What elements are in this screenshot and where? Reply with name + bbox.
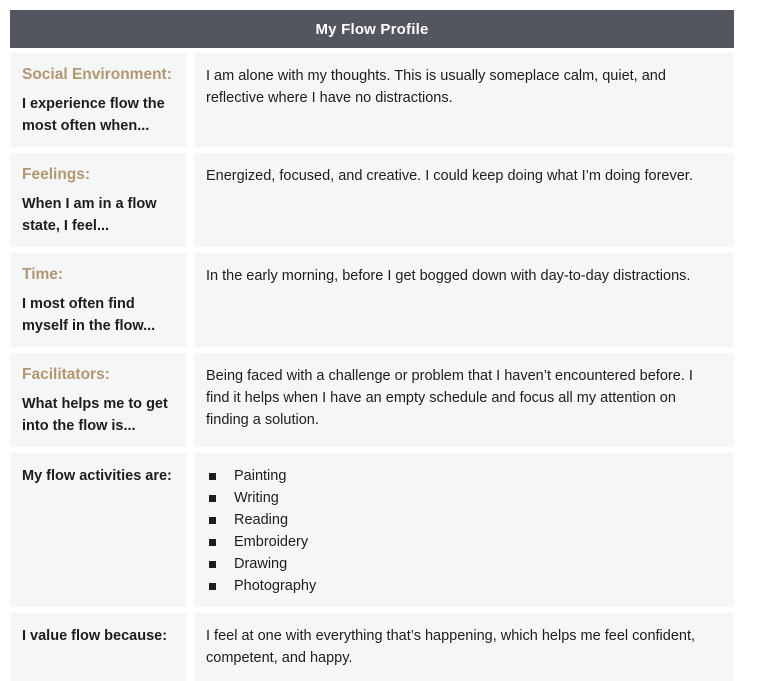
square-bullet-icon xyxy=(209,517,216,524)
row-label: When I am in a flow state, I feel... xyxy=(22,196,157,234)
row-facilitators-label-cell xyxy=(10,353,186,447)
row-label: My flow activities are: xyxy=(22,468,172,484)
table-header xyxy=(10,10,734,48)
row-heading: Feelings: xyxy=(22,166,91,183)
square-bullet-icon xyxy=(209,561,216,568)
row-heading: Social Environment: xyxy=(22,66,172,83)
list-item xyxy=(206,509,720,531)
row-content-text: Energized, focused, and creative. I could keep doing what I’m doing forever. xyxy=(206,168,693,184)
square-bullet-icon xyxy=(209,473,216,480)
list-item-label: Painting xyxy=(234,468,287,484)
list-item xyxy=(206,487,720,509)
list-item-label: Embroidery xyxy=(234,534,309,550)
list-item-label: Drawing xyxy=(234,556,288,572)
square-bullet-icon xyxy=(209,539,216,546)
list-item xyxy=(206,531,720,553)
row-content-text: In the early morning, before I get bogged down with day-to-day distractions. xyxy=(206,268,691,284)
flow-profile-table xyxy=(10,10,734,681)
row-heading: Facilitators: xyxy=(22,366,110,383)
row-content-text: I feel at one with everything that’s happening, which helps me feel confident, competent, and happy. xyxy=(206,628,696,666)
row-value-label-cell xyxy=(10,613,186,681)
flow-activities-list xyxy=(206,465,720,597)
list-item-label: Reading xyxy=(234,512,289,528)
row-label: I value flow because: xyxy=(22,628,168,644)
row-label: What helps me to get into the flow is... xyxy=(22,396,168,434)
row-content-text: I am alone with my thoughts. This is usually someplace calm, quiet, and reflective where I have no distractions. xyxy=(206,68,666,106)
row-activities-label-cell xyxy=(10,453,186,607)
row-activities-content-cell xyxy=(194,453,734,607)
list-item-label: Writing xyxy=(234,490,279,506)
row-facilitators-content-cell xyxy=(194,353,734,447)
list-item xyxy=(206,575,720,597)
list-item-label: Photography xyxy=(234,578,317,594)
row-time-label-cell xyxy=(10,253,186,347)
row-feelings-content-cell xyxy=(194,153,734,247)
row-social-environment-content-cell xyxy=(194,53,734,147)
row-value-content-cell xyxy=(194,613,734,681)
row-content-text: Being faced with a challenge or problem that I haven’t encountered before. I find it helps when I have an empty schedule and focus all my attention on finding a solution. xyxy=(206,368,693,428)
row-label: I most often find myself in the flow... xyxy=(22,296,156,334)
row-time-content-cell xyxy=(194,253,734,347)
table-title: My Flow Profile xyxy=(315,20,429,38)
row-heading: Time: xyxy=(22,266,64,283)
list-item xyxy=(206,465,720,487)
list-item xyxy=(206,553,720,575)
row-feelings-label-cell xyxy=(10,153,186,247)
square-bullet-icon xyxy=(209,495,216,502)
table-body xyxy=(10,53,734,681)
row-label: I experience flow the most often when... xyxy=(22,96,165,134)
row-social-environment-label-cell xyxy=(10,53,186,147)
square-bullet-icon xyxy=(209,583,216,590)
